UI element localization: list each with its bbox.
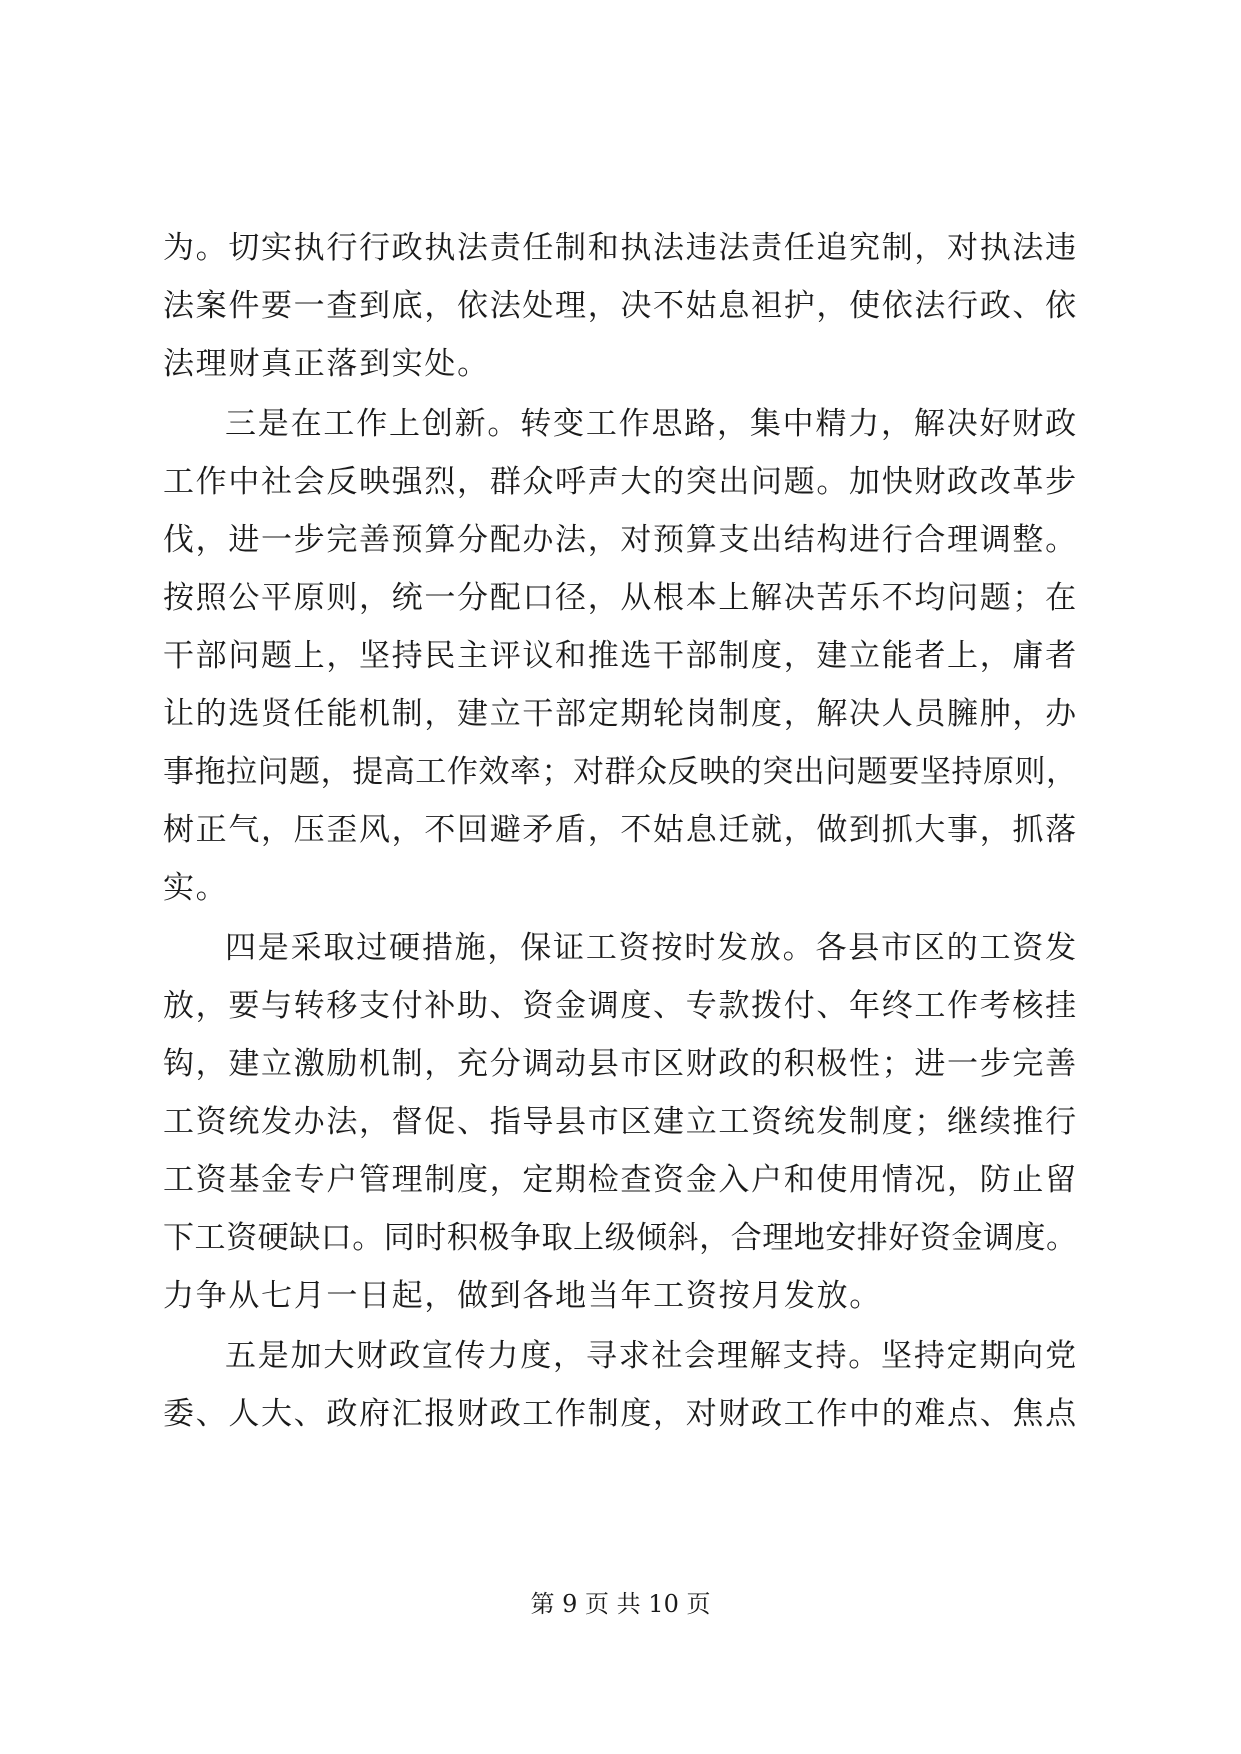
text-line: 让的选贤任能机制，建立干部定期轮岗制度，解决人员臃肿，办 <box>163 696 1078 732</box>
text-line: 法理财真正落到实处。 <box>163 346 490 382</box>
paragraph-first-line: 三是在工作上创新。转变工作思路，集中精力，解决好财政 <box>225 406 1078 442</box>
text-line: 力争从七月一日起，做到各地当年工资按月发放。 <box>163 1278 882 1314</box>
text-line: 下工资硬缺口。同时积极争取上级倾斜，合理地安排好资金调度。 <box>163 1220 1078 1256</box>
text-line: 委、人大、政府汇报财政工作制度，对财政工作中的难点、焦点 <box>163 1396 1078 1432</box>
text-line: 工资统发办法，督促、指导县市区建立工资统发制度；继续推行 <box>163 1104 1078 1140</box>
text-line: 树正气，压歪风，不回避矛盾，不姑息迁就，做到抓大事，抓落 <box>163 812 1078 848</box>
text-line: 干部问题上，坚持民主评议和推选干部制度，建立能者上，庸者 <box>163 638 1078 674</box>
paragraph-first-line: 五是加大财政宣传力度，寻求社会理解支持。坚持定期向党 <box>225 1338 1078 1374</box>
page-number-footer: 第 9 页 共 10 页 <box>530 1590 711 1618</box>
text-line: 法案件要一查到底，依法处理，决不姑息袒护，使依法行政、依 <box>163 288 1078 324</box>
text-line: 实。 <box>163 870 229 906</box>
text-line: 钩，建立激励机制，充分调动县市区财政的积极性；进一步完善 <box>163 1046 1078 1082</box>
text-line: 按照公平原则，统一分配口径，从根本上解决苦乐不均问题；在 <box>163 580 1078 616</box>
text-line: 伐，进一步完善预算分配办法，对预算支出结构进行合理调整。 <box>163 522 1078 558</box>
text-line: 事拖拉问题，提高工作效率；对群众反映的突出问题要坚持原则， <box>163 754 1078 790</box>
text-line: 工作中社会反映强烈，群众呼声大的突出问题。加快财政改革步 <box>163 464 1078 500</box>
text-line: 为。切实执行行政执法责任制和执法违法责任追究制，对执法违 <box>163 230 1078 266</box>
text-line: 工资基金专户管理制度，定期检查资金入户和使用情况，防止留 <box>163 1162 1078 1198</box>
text-line: 放，要与转移支付补助、资金调度、专款拨付、年终工作考核挂 <box>163 988 1078 1024</box>
paragraph-first-line: 四是采取过硬措施，保证工资按时发放。各县市区的工资发 <box>225 930 1078 966</box>
